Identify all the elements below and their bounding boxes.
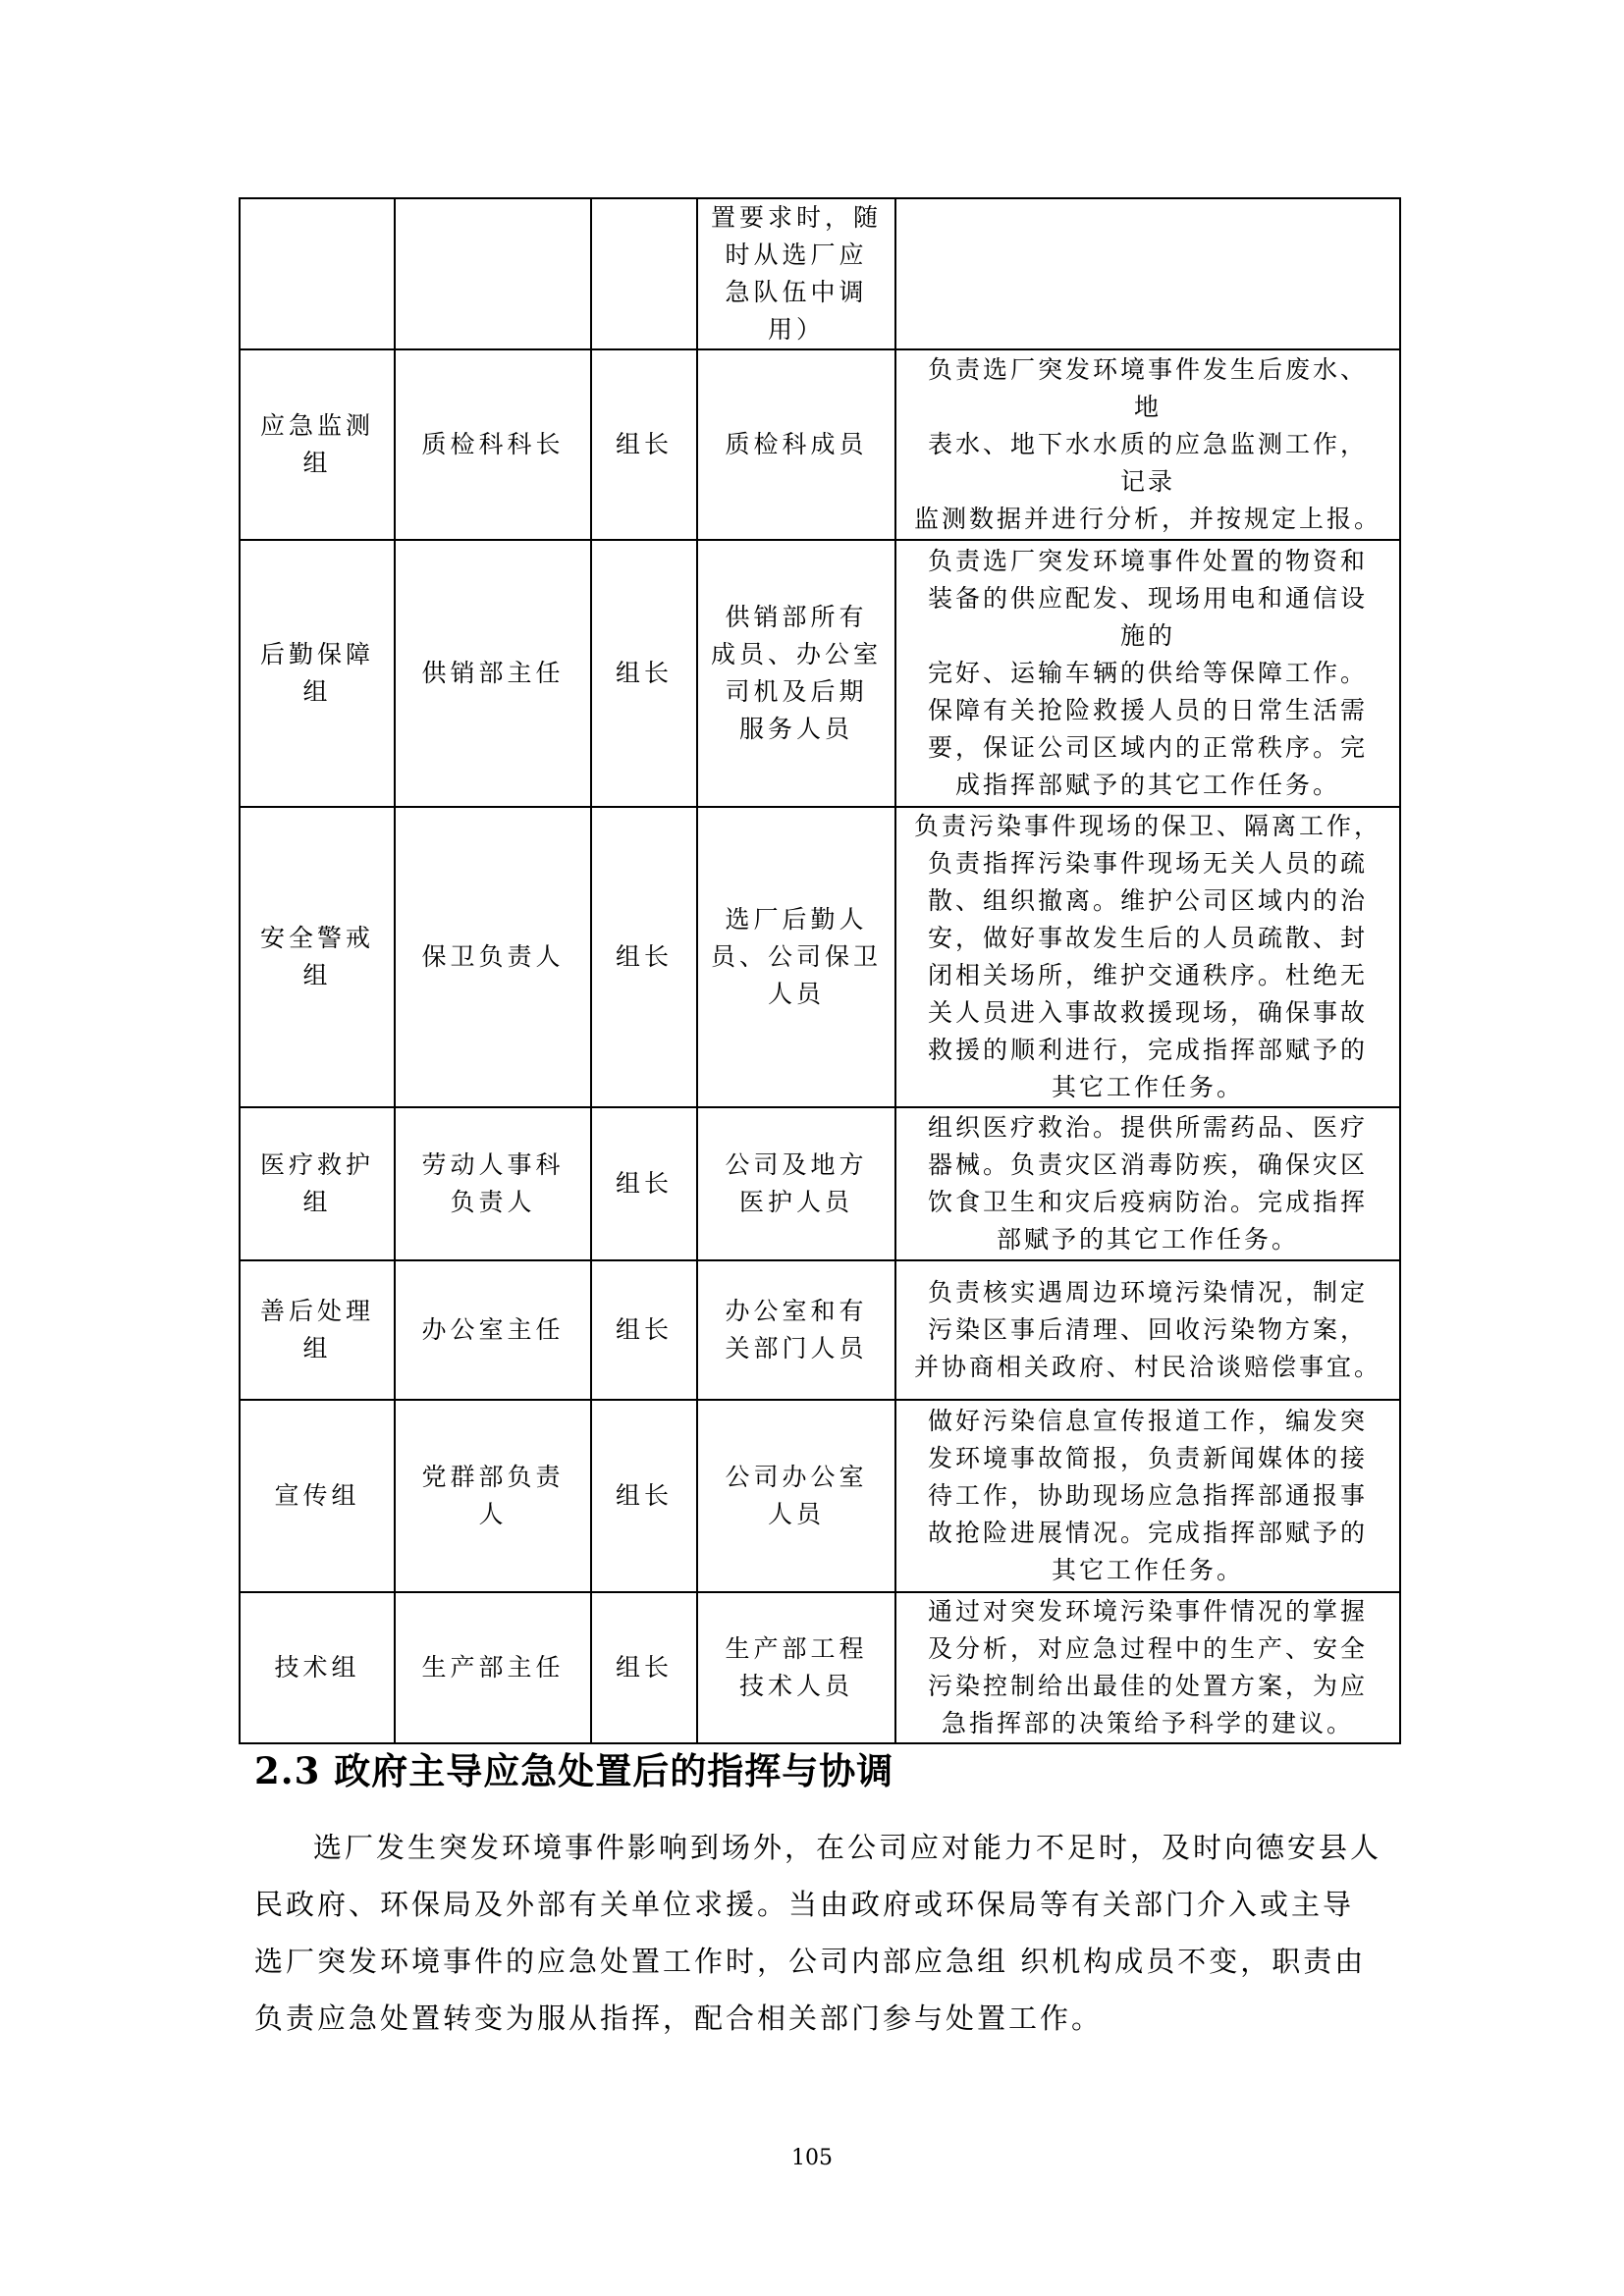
leader-position-cell [395, 807, 591, 1107]
duty-line: 记录 [1119, 467, 1175, 496]
members-line: 服务人员 [738, 715, 853, 743]
duty-line: 发环境事故简报，负责新闻媒体的接 [927, 1444, 1368, 1472]
members-line: 成员、办公室 [710, 640, 882, 668]
group-cell [240, 1400, 395, 1592]
group-line: 善后处理 [259, 1297, 374, 1325]
members-line: 用） [767, 315, 825, 344]
members-line: 置要求时，随 [710, 203, 882, 232]
duty-line: 闭相关场所，维护交通秩序。杜绝无 [927, 961, 1368, 989]
duty-line: 安，做好事故发生后的人员疏散、封 [927, 924, 1368, 952]
duty-line: 并协商相关政府、村民洽谈赔偿事宜。 [913, 1353, 1381, 1381]
members-cell [697, 198, 895, 349]
table-row [240, 198, 1400, 349]
duties-cell [895, 1260, 1400, 1400]
members-cell [697, 349, 895, 540]
duty-line: 其它工作任务。 [1051, 1556, 1244, 1584]
group-line: 组 [302, 1334, 332, 1362]
members-line: 质检科成员 [725, 430, 868, 458]
group-cell [240, 198, 395, 349]
role-cell: 组长 [591, 807, 697, 1107]
table-row [240, 807, 1400, 1107]
duty-line: 负责指挥污染事件现场无关人员的疏 [927, 849, 1368, 878]
leader-line: 办公室主任 [421, 1315, 565, 1344]
table-row [240, 1260, 1400, 1400]
section-paragraph: 选厂发生突发环境事件影响到场外，在公司应对能力不足时，及时向德安县人民政府、环保局及外部有关单位求援。当由政府或环保局等有关部门介入或主导选厂突发环境事件的应急处置工作时，公司内部应急组 织机构成员不变，职责由负责应急处置转变为服从指挥，配合相关部门参与处置工作。 [254, 1831, 1382, 2035]
members-line: 医护人员 [738, 1188, 853, 1216]
leader-line: 负责人 [450, 1188, 536, 1216]
group-line: 应急监测 [259, 411, 374, 440]
section-body [254, 1819, 1383, 2047]
group-cell [240, 1592, 395, 1743]
members-line: 选厂后勤人 [725, 905, 868, 934]
role-cell: 组长 [591, 1592, 697, 1743]
duty-line: 其它工作任务。 [1051, 1073, 1244, 1101]
members-line: 关部门人员 [725, 1334, 868, 1362]
members-line: 人员 [767, 1500, 825, 1528]
group-line: 组 [302, 449, 332, 477]
duties-cell [895, 1107, 1400, 1260]
group-cell [240, 349, 395, 540]
table-row [240, 1400, 1400, 1592]
group-line: 宣传组 [274, 1481, 360, 1510]
group-line: 组 [302, 677, 332, 706]
duty-line: 部赋予的其它工作任务。 [996, 1225, 1299, 1254]
duties-cell [895, 198, 1400, 349]
members-line: 技术人员 [738, 1672, 853, 1700]
group-line: 医疗救护 [259, 1150, 374, 1179]
members-cell [697, 807, 895, 1107]
leader-position-cell [395, 540, 591, 807]
members-cell [697, 1107, 895, 1260]
table-row [240, 540, 1400, 807]
members-line: 办公室和有 [725, 1297, 868, 1325]
members-line: 员、公司保卫 [710, 942, 882, 971]
table-row [240, 1107, 1400, 1260]
role-cell: 组长 [591, 540, 697, 807]
leader-line: 劳动人事科 [421, 1150, 565, 1179]
group-cell [240, 1260, 395, 1400]
duty-line: 污染控制给出最佳的处置方案，为应 [927, 1672, 1368, 1700]
role-cell: 组长 [591, 1107, 697, 1260]
duty-line: 饮食卫生和灾后疫病防治。完成指挥 [927, 1188, 1368, 1216]
role-cell: 组长 [591, 1400, 697, 1592]
duty-line: 故抢险进展情况。完成指挥部赋予的 [927, 1519, 1368, 1547]
leader-position-cell [395, 349, 591, 540]
members-line: 公司及地方 [725, 1150, 868, 1179]
table-body [240, 198, 1400, 1743]
leader-position-cell [395, 1592, 591, 1743]
duty-line: 装备的供应配发、现场用电和通信设 [927, 584, 1368, 613]
leader-line: 质检科科长 [421, 430, 565, 458]
duty-line: 施的 [1119, 621, 1175, 650]
members-cell [697, 1260, 895, 1400]
section-heading: 2.3 政府主导应急处置后的指挥与协调 [254, 1749, 894, 1792]
duty-line: 要，保证公司区域内的正常秩序。完 [927, 733, 1368, 762]
group-cell [240, 1107, 395, 1260]
members-line: 公司办公室 [725, 1463, 868, 1491]
members-line: 急队伍中调 [725, 278, 868, 306]
role-cell: 组长 [591, 1260, 697, 1400]
table-row [240, 349, 1400, 540]
leader-position-cell [395, 1400, 591, 1592]
duty-line: 完好、运输车辆的供给等保障工作。 [927, 659, 1368, 687]
duties-cell [895, 349, 1400, 540]
duty-line: 地 [1133, 393, 1162, 421]
duties-cell [895, 1400, 1400, 1592]
duty-line: 成指挥部赋予的其它工作任务。 [954, 771, 1340, 799]
group-line: 技术组 [274, 1653, 360, 1682]
group-line: 安全警戒 [259, 924, 374, 952]
duty-line: 负责选厂突发环境事件处置的物资和 [927, 547, 1368, 575]
members-line: 供销部所有 [725, 603, 868, 631]
duty-line: 散、组织撤离。维护公司区域内的治 [927, 886, 1368, 915]
group-line: 后勤保障 [259, 640, 374, 668]
duties-cell [895, 540, 1400, 807]
members-cell [697, 1592, 895, 1743]
duty-line: 救援的顺利进行，完成指挥部赋予的 [927, 1036, 1368, 1064]
table-row [240, 1592, 1400, 1743]
duty-line: 负责选厂突发环境事件发生后废水、 [927, 355, 1368, 384]
group-line: 组 [302, 1188, 332, 1216]
members-line: 生产部工程 [725, 1634, 868, 1663]
role-cell: 组长 [591, 349, 697, 540]
leader-position-cell [395, 1260, 591, 1400]
duty-line: 关人员进入事故救援现场，确保事故 [927, 998, 1368, 1027]
duty-line: 负责核实遇周边环境污染情况，制定 [927, 1278, 1368, 1307]
leader-position-cell [395, 198, 591, 349]
emergency-organization-table [239, 197, 1401, 1744]
duty-line: 及分析，对应急过程中的生产、安全 [927, 1634, 1368, 1663]
duty-line: 保障有关抢险救援人员的日常生活需 [927, 696, 1368, 724]
duties-cell [895, 807, 1400, 1107]
group-cell [240, 807, 395, 1107]
page-number: 105 [791, 2146, 833, 2170]
duty-line: 负责污染事件现场的保卫、隔离工作， [913, 812, 1381, 840]
group-cell [240, 540, 395, 807]
duty-line: 污染区事后清理、回收污染物方案， [927, 1315, 1368, 1344]
duty-line: 通过对突发环境污染事件情况的掌握 [927, 1597, 1368, 1626]
duty-line: 待工作，协助现场应急指挥部通报事 [927, 1481, 1368, 1510]
duty-line: 表水、地下水水质的应急监测工作， [927, 430, 1368, 458]
members-line: 人员 [767, 980, 825, 1008]
leader-line: 保卫负责人 [421, 942, 565, 971]
leader-position-cell [395, 1107, 591, 1260]
leader-line: 党群部负责 [421, 1463, 565, 1491]
leader-line: 生产部主任 [421, 1653, 565, 1682]
members-cell [697, 1400, 895, 1592]
duty-line: 组织医疗救治。提供所需药品、医疗 [927, 1113, 1368, 1142]
duty-line: 急指挥部的决策给予科学的建议。 [941, 1709, 1354, 1737]
members-line: 时从选厂应 [725, 240, 868, 269]
members-line: 司机及后期 [725, 677, 868, 706]
duty-line: 器械。负责灾区消毒防疾，确保灾区 [927, 1150, 1368, 1179]
group-line: 组 [302, 961, 332, 989]
leader-line: 供销部主任 [421, 659, 565, 687]
leader-line: 人 [478, 1500, 508, 1528]
members-cell [697, 540, 895, 807]
duty-line: 监测数据并进行分析，并按规定上报。 [913, 505, 1381, 533]
duties-cell [895, 1592, 1400, 1743]
role-cell [591, 198, 697, 349]
duty-line: 做好污染信息宣传报道工作，编发突 [927, 1407, 1368, 1435]
